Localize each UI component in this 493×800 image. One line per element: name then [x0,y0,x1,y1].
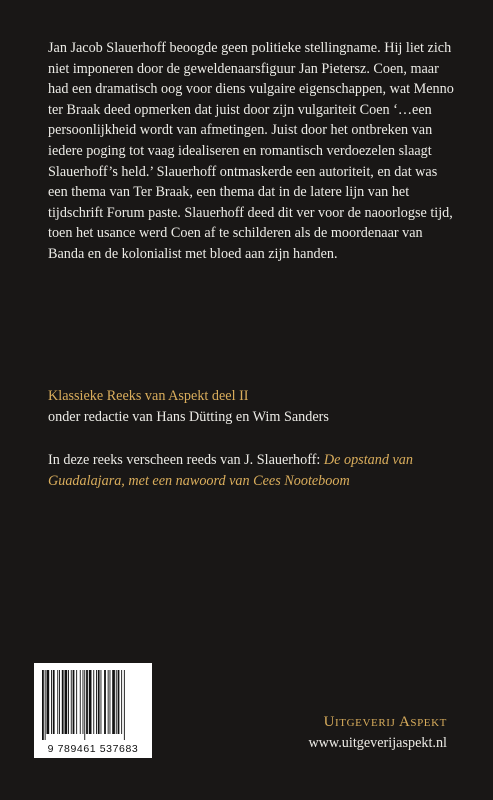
barcode-bar [68,670,69,734]
previous-book-title: De opstand van Guadalajara, met een nawoord van Cees Nooteboom [48,452,413,489]
barcode-bar [80,670,81,734]
barcode-bar [59,670,60,734]
barcode-bar [118,670,120,734]
publisher-name: Uitgeverij Aspekt [323,714,447,730]
publisher-url: www.uitgeverijaspekt.nl [308,735,447,751]
barcode-bar [108,670,109,734]
barcode-bar [121,670,122,734]
series-editors: onder redactie van Hans Dütting en Wim Sanders [48,408,329,425]
barcode-bar [53,670,55,734]
barcode-bar [96,670,97,734]
publisher-block [308,712,447,754]
isbn-barcode [34,663,152,758]
barcode-bar [71,670,72,734]
barcode-bar [83,670,84,734]
barcode-bar [116,670,117,734]
barcode-bar [93,670,94,734]
barcode-bar [65,670,68,734]
barcode-bar [51,670,52,734]
barcode-bar [45,670,46,740]
barcode-bars [42,670,144,740]
barcode-bar [76,670,77,734]
series-previous-titles [48,450,460,491]
barcode-bar [86,670,88,734]
barcode-bar [112,670,115,734]
series-title: Klassieke Reeks van Aspekt deel II [48,388,249,404]
barcode-bar [104,670,106,734]
barcode-bar [101,670,102,734]
barcode-bar [42,670,44,740]
barcode-bar [84,670,85,740]
barcode-bar [47,670,50,734]
barcode-bar [57,670,58,734]
barcode-bar [98,670,100,734]
back-cover-blurb: Jan Jacob Slauerhoff beoogde geen politieke stellingname. Hij liet zich niet imponeren door de geweldenaarsfiguur Jan Pietersz. Coen, maar had een dramatisch oog voor diens vulgaire eigenschappen, wat Menno ter Braak deed opmerken dat juist door zijn vulgariteit Coen ‘…een persoonlijkheid wordt van afmetingen. Juist door het ontbreken van iedere poging tot vaag idealiseren en romantisch verdoezelen slaagt Slauerhoff’s held.’ Slauerhoff ontmaskerde een autoriteit, en dat was een thema van Ter Braak, een thema dat in de latere lijn van het tijdschrift Forum paste. Slauerhoff deed dit ver voor de naoorlogse tijd, toen het usance werd Coen af te schilderen als de moordenaar van Banda en de kolonialist met bloed aan zijn handen. [48,40,454,262]
barcode-bar [89,670,92,734]
barcode-bar [124,670,125,740]
isbn-number: 9 789461 537683 [47,743,139,755]
barcode-bar [73,670,75,734]
series-previous-intro: In deze reeks verscheen reeds van J. Slauerhoff: [48,452,324,468]
barcode-bar [110,670,111,734]
barcode-bar [62,670,64,734]
series-info [48,386,468,427]
